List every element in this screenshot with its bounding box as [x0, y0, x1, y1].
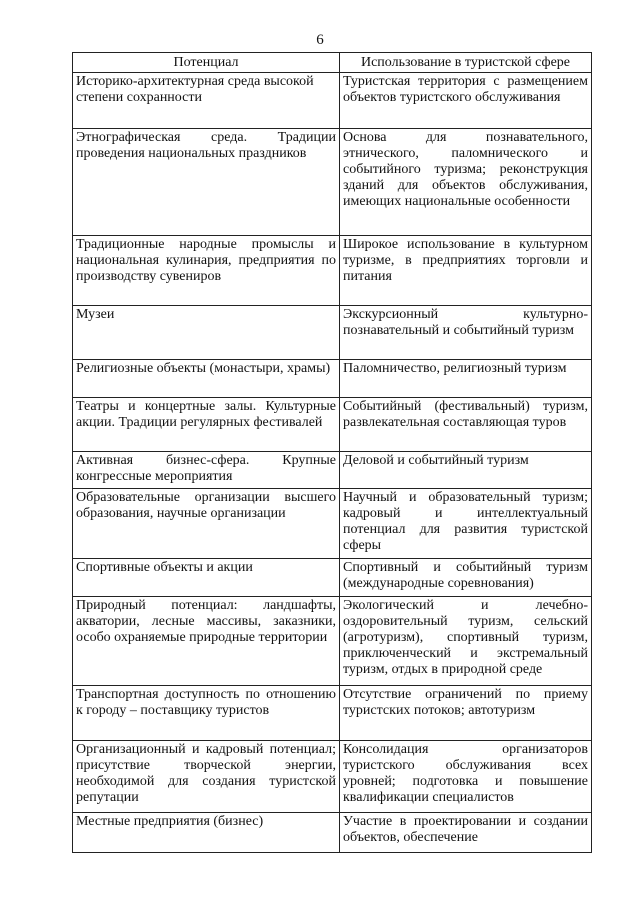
- table-row: [73, 236, 592, 306]
- potential-cell: Музеи: [73, 306, 340, 360]
- table-header-row: [73, 53, 592, 73]
- table-row: [73, 686, 592, 741]
- usage-cell: Паломничество, религиозный туризм: [340, 360, 592, 398]
- column-header-potential: Потенциал: [73, 53, 340, 73]
- table-row: [73, 489, 592, 559]
- table-row: [73, 129, 592, 236]
- table-row: [73, 741, 592, 813]
- table-row: [73, 813, 592, 853]
- potential-cell: Театры и концертные залы. Культурные акции. Традиции регулярных фестивалей: [73, 398, 340, 452]
- table-row: [73, 73, 592, 129]
- column-header-usage: Использование в туристской сфере: [340, 53, 592, 73]
- usage-cell: Спортивный и событийный туризм (международные соревнования): [340, 559, 592, 597]
- usage-cell: Туристская территория с размещением объектов туристского обслуживания: [340, 73, 592, 129]
- usage-cell: Отсутствие ограничений по приему туристских потоков; автотуризм: [340, 686, 592, 741]
- usage-cell: Экологический и лечебно-оздоровительный туризм, сельский (агротуризм), спортивный туризм, приключенческий и экстремальный туризм, отдых в природной среде: [340, 597, 592, 686]
- table-row: [73, 360, 592, 398]
- usage-cell: Консолидация организаторов туристского обслуживания всех уровней; подготовка и повышение квалификации специалистов: [340, 741, 592, 813]
- potential-cell: Традиционные народные промыслы и национальная кулинария, предприятия по производству сувениров: [73, 236, 340, 306]
- usage-cell: Участие в проектировании и создании объектов, обеспечение: [340, 813, 592, 853]
- potential-cell: Организационный и кадровый потенциал; присутствие творческой энергии, необходимой для создания туристской репутации: [73, 741, 340, 813]
- table-row: [73, 306, 592, 360]
- table-row: [73, 398, 592, 452]
- potential-cell: Спортивные объекты и акции: [73, 559, 340, 597]
- table-row: [73, 452, 592, 489]
- table-row: [73, 597, 592, 686]
- usage-cell: Событийный (фестивальный) туризм, развлекательная составляющая туров: [340, 398, 592, 452]
- usage-cell: Основа для познавательного, этнического, паломнического и событийного туризма; реконструкция зданий для объектов обслуживания, имеющих национальные особенности: [340, 129, 592, 236]
- potential-cell: Историко-архитектурная среда высокой степени сохранности: [73, 73, 340, 129]
- potential-cell: Этнографическая среда. Традиции проведения национальных праздников: [73, 129, 340, 236]
- usage-cell: Деловой и событийный туризм: [340, 452, 592, 489]
- usage-cell: Экскурсионный культурно-познавательный и событийный туризм: [340, 306, 592, 360]
- potential-cell: Активная бизнес-сфера. Крупные конгрессные мероприятия: [73, 452, 340, 489]
- usage-cell: Широкое использование в культурном туризме, в предприятиях торговли и питания: [340, 236, 592, 306]
- table-row: [73, 559, 592, 597]
- potential-cell: Транспортная доступность по отношению к городу – поставщику туристов: [73, 686, 340, 741]
- potential-usage-table: [72, 52, 592, 853]
- page-number: 6: [316, 32, 324, 48]
- potential-cell: Природный потенциал: ландшафты, акватории, лесные массивы, заказники, особо охраняемые природные территории: [73, 597, 340, 686]
- potential-cell: Религиозные объекты (монастыри, храмы): [73, 360, 340, 398]
- potential-cell: Образовательные организации высшего образования, научные организации: [73, 489, 340, 559]
- potential-cell: Местные предприятия (бизнес): [73, 813, 340, 853]
- usage-cell: Научный и образовательный туризм; кадровый и интеллектуальный потенциал для развития туристской сферы: [340, 489, 592, 559]
